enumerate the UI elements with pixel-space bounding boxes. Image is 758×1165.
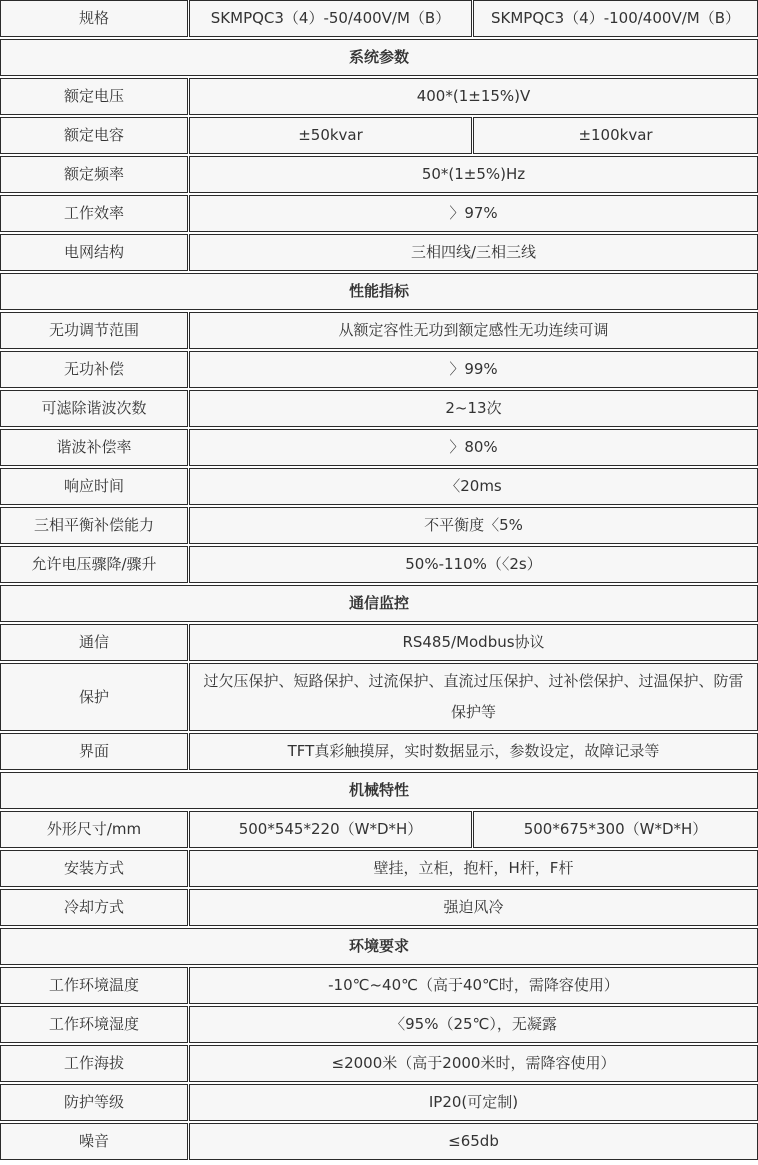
row-value: 50*(1±5%)Hz xyxy=(189,156,758,193)
row-label: 额定电容 xyxy=(0,117,188,154)
row-value: 过欠压保护、短路保护、过流保护、直流过压保护、过补偿保护、过温保护、防雷保护等 xyxy=(189,663,758,731)
row-label: 工作环境温度 xyxy=(0,967,188,1004)
row-label: 谐波补偿率 xyxy=(0,429,188,466)
row-label: 可滤除谐波次数 xyxy=(0,390,188,427)
row-value: ≤2000米（高于2000米时，需降容使用） xyxy=(189,1045,758,1082)
row-label: 冷却方式 xyxy=(0,889,188,926)
section-header: 环境要求 xyxy=(0,928,758,965)
row-label: 保护 xyxy=(0,663,188,731)
row-value: ±50kvar xyxy=(189,117,472,154)
row-value: 〉80% xyxy=(189,429,758,466)
row-value: 强迫风冷 xyxy=(189,889,758,926)
section-header: 机械特性 xyxy=(0,772,758,809)
row-value: 壁挂，立柜，抱杆，H杆，F杆 xyxy=(189,850,758,887)
row-value: SKMPQC3（4）-100/400V/M（B） xyxy=(473,0,758,37)
row-label: 通信 xyxy=(0,624,188,661)
row-label: 安装方式 xyxy=(0,850,188,887)
row-value: 〉99% xyxy=(189,351,758,388)
row-label: 允许电压骤降/骤升 xyxy=(0,546,188,583)
row-value: 三相四线/三相三线 xyxy=(189,234,758,271)
section-header: 性能指标 xyxy=(0,273,758,310)
row-value: TFT真彩触摸屏，实时数据显示，参数设定，故障记录等 xyxy=(189,733,758,770)
row-label: 额定电压 xyxy=(0,78,188,115)
row-label: 响应时间 xyxy=(0,468,188,505)
row-value: 〉97% xyxy=(189,195,758,232)
row-value: 500*545*220（W*D*H） xyxy=(189,811,472,848)
row-value: 400*(1±15%)V xyxy=(189,78,758,115)
row-value: 2~13次 xyxy=(189,390,758,427)
row-label: 三相平衡补偿能力 xyxy=(0,507,188,544)
row-value: 50%-110%（〈2s） xyxy=(189,546,758,583)
row-label: 噪音 xyxy=(0,1123,188,1160)
row-value: ±100kvar xyxy=(473,117,758,154)
row-label: 规格 xyxy=(0,0,188,37)
row-label: 工作海拔 xyxy=(0,1045,188,1082)
row-label: 无功调节范围 xyxy=(0,312,188,349)
row-label: 电网结构 xyxy=(0,234,188,271)
row-value: SKMPQC3（4）-50/400V/M（B） xyxy=(189,0,472,37)
row-label: 工作效率 xyxy=(0,195,188,232)
row-value: 〈95%（25℃），无凝露 xyxy=(189,1006,758,1043)
row-value: 不平衡度〈5% xyxy=(189,507,758,544)
row-value: 〈20ms xyxy=(189,468,758,505)
row-label: 工作环境湿度 xyxy=(0,1006,188,1043)
row-value: 从额定容性无功到额定感性无功连续可调 xyxy=(189,312,758,349)
row-label: 无功补偿 xyxy=(0,351,188,388)
row-label: 防护等级 xyxy=(0,1084,188,1121)
section-header: 通信监控 xyxy=(0,585,758,622)
row-value: ≤65db xyxy=(189,1123,758,1160)
row-label: 外形尺寸/mm xyxy=(0,811,188,848)
section-header: 系统参数 xyxy=(0,39,758,76)
row-label: 界面 xyxy=(0,733,188,770)
row-value: RS485/Modbus协议 xyxy=(189,624,758,661)
row-value: 500*675*300（W*D*H） xyxy=(473,811,758,848)
row-label: 额定频率 xyxy=(0,156,188,193)
row-value: -10℃~40℃（高于40℃时，需降容使用） xyxy=(189,967,758,1004)
row-value: IP20(可定制) xyxy=(189,1084,758,1121)
